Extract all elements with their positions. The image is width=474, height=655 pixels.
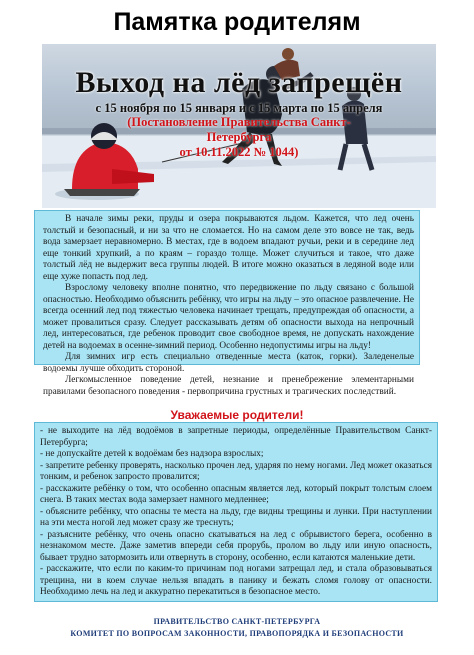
advice-item: - расскажите, что если по каким-то причинам под ногами затрещал лед, и стала образовываться трещина, ни в коем случае нельзя впадать в панику и бежать сломя голову от опасности. Необходимо лечь на лед и аккуратно перекатиться в безопасное место. <box>40 564 432 597</box>
advice-item: - запретите ребенку проверять, насколько прочен лед, ударяя по нему ногами. Лед может оказаться тонким, и ребенок запросто провалится; <box>40 460 432 482</box>
intro-paragraph: Взрослому человеку вполне понятно, что передвижение по льду связано с большой опасностью. Необходимо объяснить ребёнку, что игры на льду – это опасное развлечение. Не всегда осенний лед под тяжестью человека начинает трещать, предупреждая об опасности, а может провалиться сразу. Следует рассказывать детям об опасности выхода на непрочный лед, интересоваться, где ребенок проводит свое свободное время, не допускать нахождение детей на водоемах в осенне-зимний период. Особенно недопустимы игры на льду! <box>43 283 414 351</box>
intro-paragraph: В начале зимы реки, пруды и озера покрываются льдом. Кажется, что лед очень толстый и безопасный, и ни за что не сломается. Но на самом деле это вовсе не так, ведь вода замерзает неравномерно. В местах, где в водоем впадают ручьи, реки и в середине лед еще тонкий хрупкий, а по краям – гораздо толще. Может случиться и такое, что даже толстый лёд не выдержит веса группы людей. В итоге можно оказаться в ледяной воде или еще хуже попасть под лед. <box>43 214 414 282</box>
intro-paragraph: Для зимних игр есть специально отведенные места (каток, горки). Заледенелые водоемы лучше обходить стороной. <box>43 352 414 374</box>
hero-banner <box>42 44 436 208</box>
banner-decree <box>102 115 376 160</box>
intro-paragraph: Легкомысленное поведение детей, незнание и пренебрежение элементарными правилами безопасного поведения - первопричина грустных и трагических последствий. <box>43 375 414 397</box>
page-title: Памятка родителям <box>113 8 361 36</box>
advice-list-box <box>34 422 438 602</box>
banner-dates: с 15 ноября по 15 января и с 15 марта по 15 апреля <box>95 101 383 115</box>
footer-committee: КОМИТЕТ ПО ВОПРОСАМ ЗАКОННОСТИ, ПРАВОПОРЯДКА И БЕЗОПАСНОСТИ <box>70 629 404 638</box>
advice-item: - не допускайте детей к водоёмам без надзора взрослых; <box>40 449 264 459</box>
advice-item: - разъясните ребёнку, что очень опасно скатываться на лед с обрывистого берега, особенно в незнакомом месте. Даже заметив впереди себя прорубь, пролом во льду или иную опасность, бывает трудно затормозить или отвернуть в сторону, особенно, если катаются маленькие дети. <box>40 529 432 563</box>
footer-government: ПРАВИТЕЛЬСТВО САНКТ-ПЕТЕРБУРГА <box>153 617 321 626</box>
banner-title: Выход на лёд запрещён <box>75 66 403 99</box>
advice-heading: Уважаемые родители! <box>170 408 304 422</box>
advice-item: - расскажите ребёнку о том, что особенно опасным является лед, который покрыт толстым слоем снега. В таких местах вода замерзает намного медленнее; <box>40 483 432 505</box>
decree-line-1: (Постановление Правительства Санкт-Петербурга <box>127 115 351 144</box>
advice-item: - объясните ребёнку, что опасны те места на льду, где видны трещины и лунки. При наступлении на эти места ногой лед может сразу же треснуть; <box>40 506 432 528</box>
intro-text-box <box>34 210 420 397</box>
decree-line-2: от 10.11.2022 № 1044) <box>179 145 299 159</box>
advice-item: - не выходите на лёд водоёмов в запретные периоды, определённые Правительством Санкт-Петербурга; <box>40 426 432 448</box>
